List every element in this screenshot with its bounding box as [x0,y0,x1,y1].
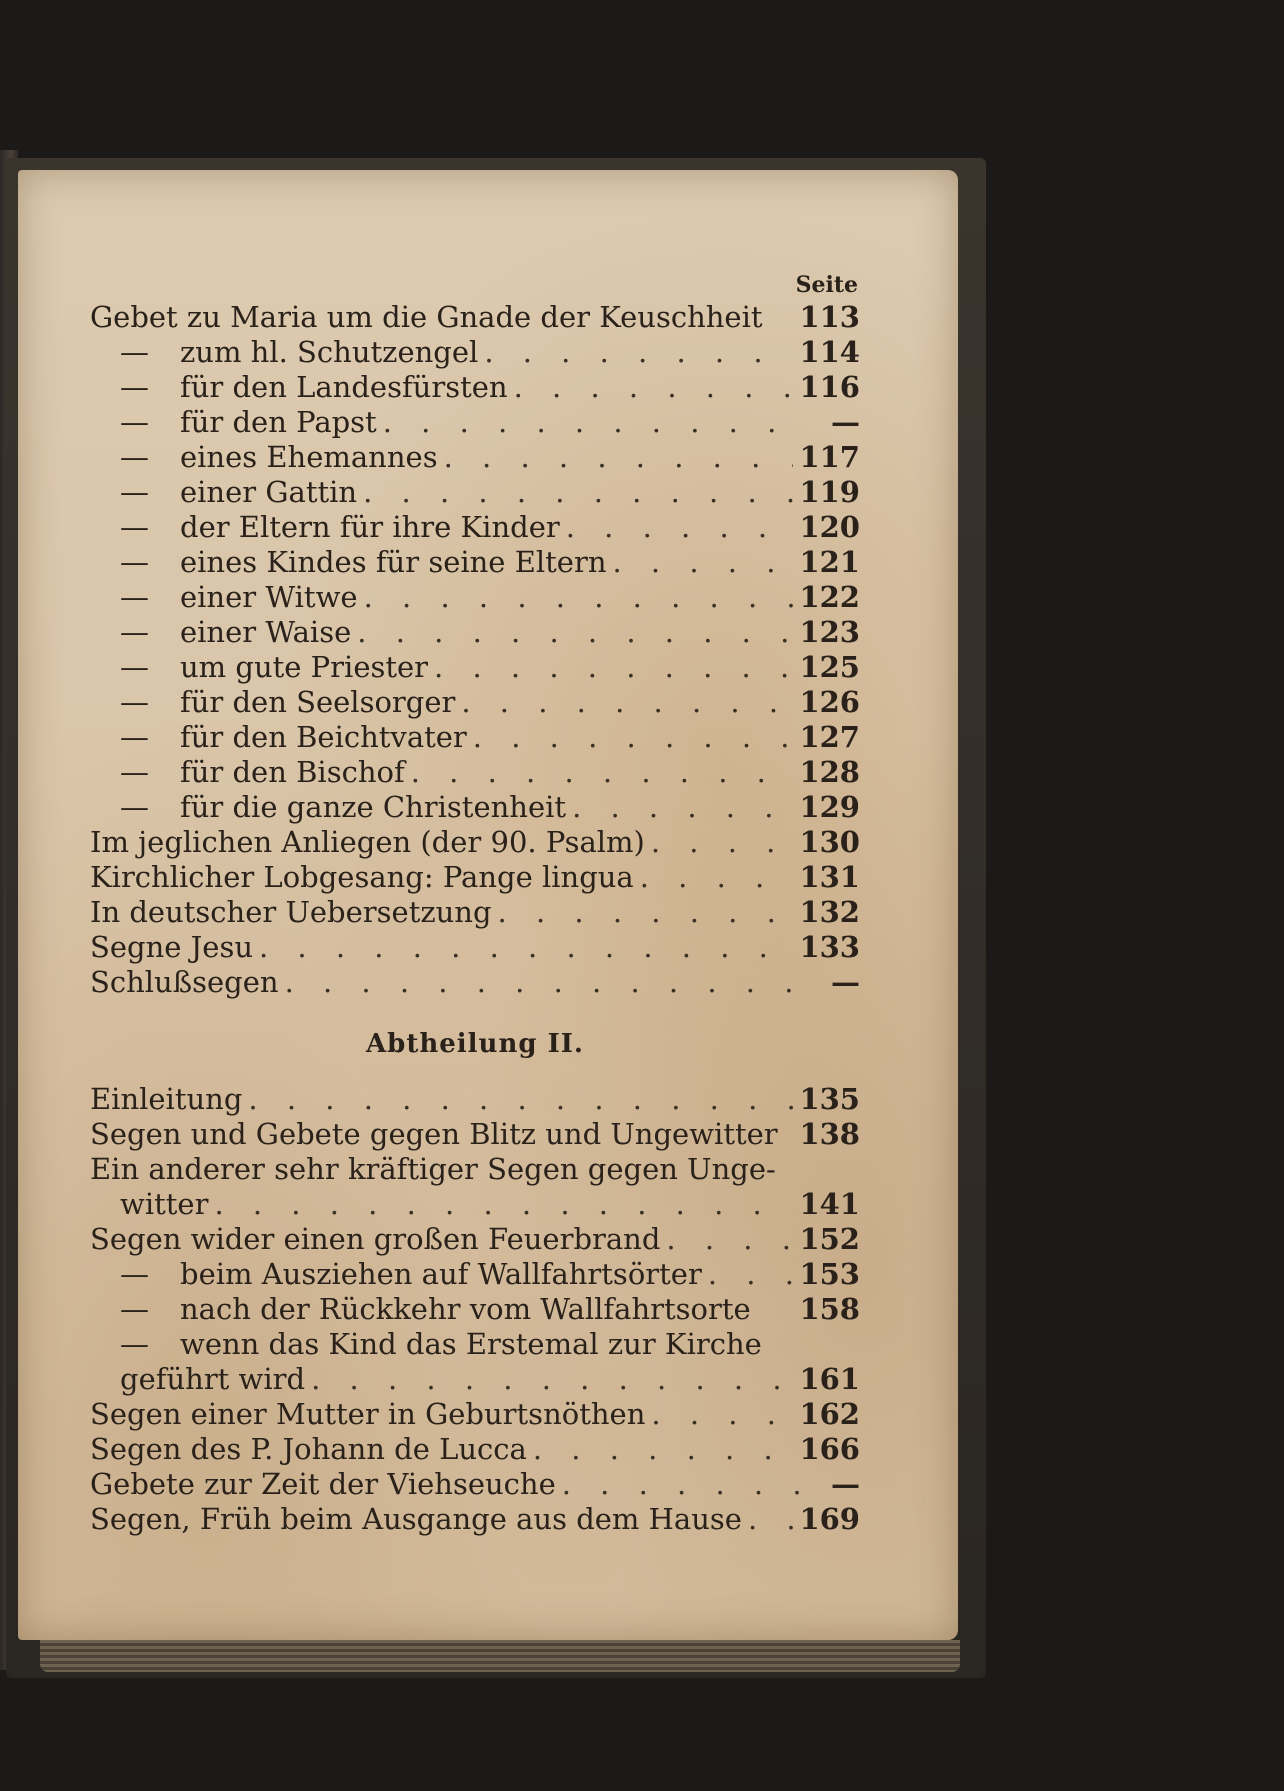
entry-label: für den Papst [180,405,377,439]
entry-page: 152 [799,1222,860,1256]
entry-page: 116 [799,370,860,404]
entry-page: 138 [799,1117,860,1151]
toc-row [90,1257,860,1292]
entry-page: 153 [799,1257,860,1291]
dot-leader [514,370,794,405]
entry-page: 166 [799,1432,860,1466]
entry-page: — [831,1467,860,1501]
entry-label: um gute Priester [180,650,429,684]
dot-leader [259,930,793,965]
entry-page: 132 [799,895,860,929]
toc-row [90,1082,860,1117]
toc-row [90,580,860,615]
entry-page: 127 [799,720,860,754]
toc-row [90,615,860,650]
entry-label: Segen des P. Johann de Lucca [90,1432,527,1466]
ditto-dash: — [120,1257,149,1291]
entry-page: 119 [799,475,860,509]
seite-header: Seite [795,272,858,298]
entry-label: wenn das Kind das Erstemal zur Kirche [180,1327,762,1361]
entry-label: zum hl. Schutzengel [180,335,479,369]
entry-label: geführt wird [120,1362,306,1396]
entry-label: für den Beichtvater [180,720,467,754]
toc-row [90,685,860,720]
entry-page: 113 [799,300,860,334]
toc-row [90,475,860,510]
dot-leader [285,965,804,1000]
toc-row [90,370,860,405]
dot-leader [461,685,793,720]
entry-page: 161 [799,1362,860,1396]
dot-leader [748,1502,794,1537]
entry-page: 121 [799,545,860,579]
toc-row [90,1327,860,1362]
entry-page: 131 [799,860,860,894]
toc-row [90,860,860,895]
entry-page: 130 [799,825,860,859]
toc-row [90,790,860,825]
entry-label: Einleitung [90,1082,243,1116]
entry-page: 128 [799,755,860,789]
ditto-dash: — [120,1292,149,1326]
toc-row [90,300,860,335]
toc-section-two [90,1082,860,1537]
entry-label: Segen und Gebete gegen Blitz und Ungewitter [90,1117,778,1151]
dot-leader [651,825,794,860]
toc-row [90,1117,860,1152]
ditto-dash: — [120,335,149,369]
ditto-dash: — [120,650,149,684]
dot-leader [364,580,794,615]
dot-leader [498,895,794,930]
toc-row [90,405,860,440]
toc-row [90,1432,860,1467]
dot-leader [651,1397,793,1432]
page-edges [40,1640,960,1672]
dot-leader [533,1432,794,1467]
entry-page: 162 [799,1397,860,1431]
ditto-dash: — [120,755,149,789]
toc-row [90,1152,860,1187]
toc-row [90,930,860,965]
ditto-dash: — [120,1327,149,1361]
toc-row [90,965,860,1000]
toc-row [90,545,860,580]
toc-row [90,895,860,930]
book-page [18,170,958,1640]
dot-leader [613,545,794,580]
ditto-dash: — [120,440,149,474]
dot-leader [363,475,793,510]
toc-row [90,335,860,370]
ditto-dash: — [120,685,149,719]
dot-leader [572,790,793,825]
entry-label: beim Ausziehen auf Wallfahrtsörter [180,1257,702,1291]
entry-label: eines Ehemannes [180,440,438,474]
dot-leader [666,1222,793,1257]
dot-leader [248,1082,793,1117]
entry-page: 122 [799,580,860,614]
dot-leader [383,405,804,440]
entry-label: Im jeglichen Anliegen (der 90. Psalm) [90,825,645,859]
toc-row [90,1292,860,1327]
toc-row [90,1187,860,1222]
entry-label: eines Kindes für seine Eltern [180,545,607,579]
entry-page: 117 [799,440,860,474]
toc-row [90,825,860,860]
entry-page: 135 [799,1082,860,1116]
toc-row [90,1397,860,1432]
ditto-dash: — [120,405,149,439]
entry-page: 141 [799,1187,860,1221]
entry-label: Schlußsegen [90,965,279,999]
toc-row [90,1222,860,1257]
toc-row [90,650,860,685]
entry-label: witter [120,1187,209,1221]
entry-page: 126 [799,685,860,719]
ditto-dash: — [120,545,149,579]
entry-page: 158 [799,1292,860,1326]
dot-leader [434,650,793,685]
entry-label: Ein anderer sehr kräftiger Segen gegen Unge- [90,1152,776,1186]
entry-page: 129 [799,790,860,824]
entry-page: 120 [799,510,860,544]
entry-page: 125 [799,650,860,684]
toc-row [90,1502,860,1537]
ditto-dash: — [120,580,149,614]
dot-leader [214,1187,793,1222]
toc-row [90,1467,860,1502]
entry-label: einer Witwe [180,580,358,614]
dot-leader [708,1257,794,1292]
dot-leader [444,440,794,475]
entry-label: für den Landesfürsten [180,370,508,404]
dot-leader [473,720,794,755]
dot-leader [411,755,794,790]
entry-page: — [831,965,860,999]
entry-label: für den Bischof [180,755,405,789]
entry-label: Segne Jesu [90,930,253,964]
entry-label: nach der Rückkehr vom Wallfahrtsorte [180,1292,751,1326]
ditto-dash: — [120,615,149,649]
dot-leader [484,335,793,370]
entry-label: für die ganze Christenheit [180,790,567,824]
entry-page: 169 [799,1502,860,1536]
entry-page: 123 [799,615,860,649]
toc-row [90,755,860,790]
entry-label: Kirchlicher Lobgesang: Pange lingua [90,860,634,894]
toc-section-one [90,300,860,1000]
entry-page: — [831,405,860,439]
ditto-dash: — [120,720,149,754]
entry-label: für den Seelsorger [180,685,456,719]
entry-label: einer Waise [180,615,352,649]
ditto-dash: — [120,475,149,509]
dot-leader [640,860,794,895]
ditto-dash: — [120,790,149,824]
toc-row [90,440,860,475]
entry-label: Gebet zu Maria um die Gnade der Keuschheit [90,300,763,334]
entry-page: 114 [799,335,860,369]
entry-label: Segen einer Mutter in Geburtsnöthen [90,1397,646,1431]
dot-leader [357,615,793,650]
entry-page: 133 [799,930,860,964]
dot-leader [566,510,794,545]
entry-label: Segen wider einen großen Feuerbrand [90,1222,661,1256]
toc-row [90,720,860,755]
dot-leader [311,1362,793,1397]
section-heading: Abtheilung II. [366,1029,584,1059]
entry-label: Segen, Früh beim Ausgange aus dem Hause [90,1502,742,1536]
dot-leader [562,1467,804,1502]
entry-label: Gebete zur Zeit der Viehseuche [90,1467,556,1501]
toc-row [90,1362,860,1397]
entry-label: der Eltern für ihre Kinder [180,510,560,544]
ditto-dash: — [120,370,149,404]
entry-label: einer Gattin [180,475,358,509]
table-of-contents [90,270,860,1537]
ditto-dash: — [120,510,149,544]
entry-label: In deutscher Uebersetzung [90,895,492,929]
toc-row [90,510,860,545]
